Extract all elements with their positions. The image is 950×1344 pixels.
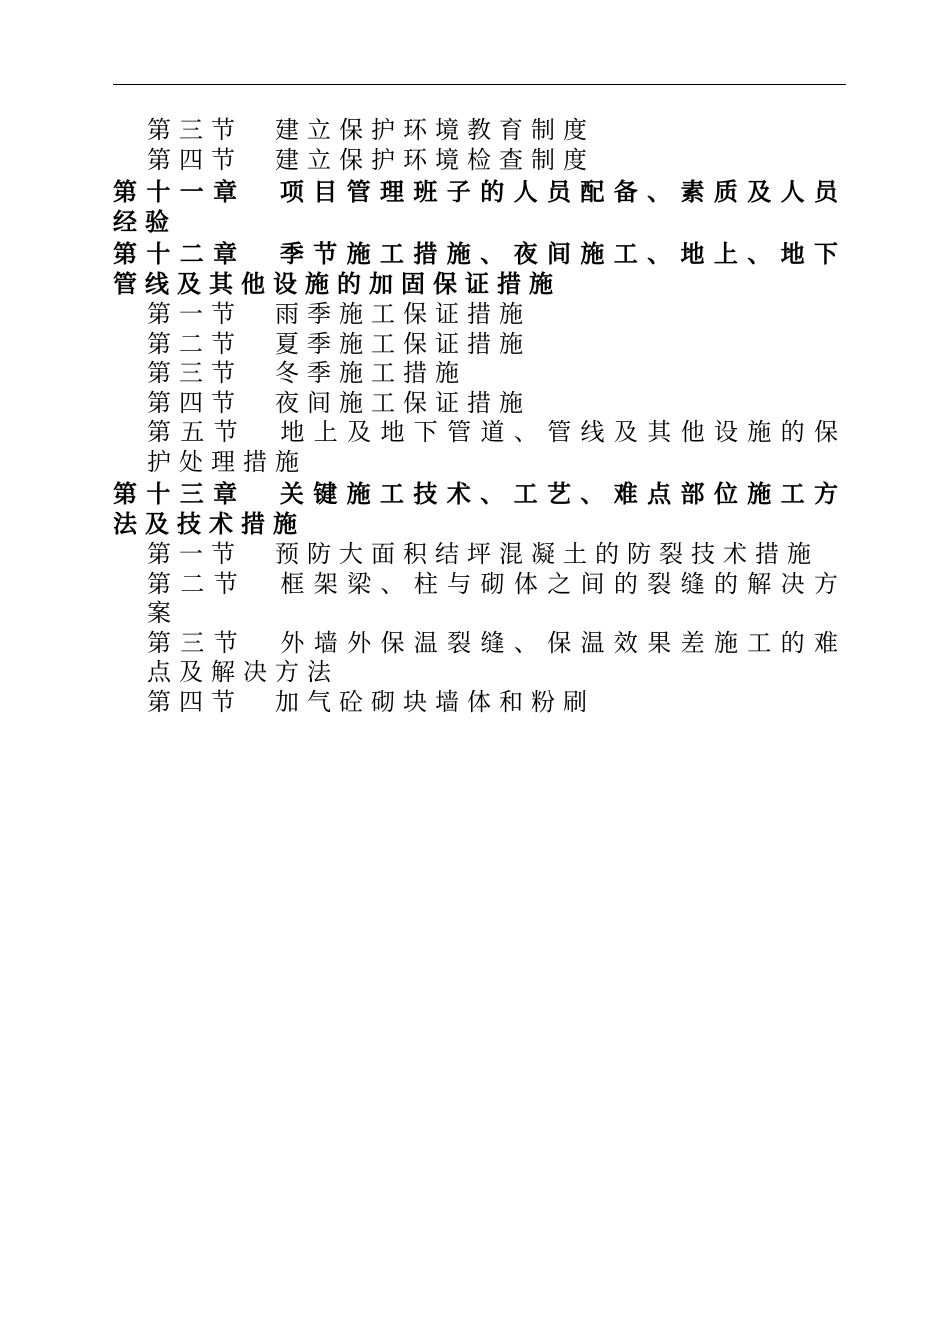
toc-section-line: 第五节 地上及地下管道、管线及其他设施的保护处理措施 xyxy=(147,418,846,476)
toc-section-line: 第三节 建立保护环境教育制度 xyxy=(147,116,595,144)
toc-section-line: 第四节 加气砼砌块墙体和粉刷 xyxy=(147,687,595,716)
toc-section-line: 第一节 雨季施工保证措施 xyxy=(147,300,531,328)
header-rule xyxy=(113,84,846,85)
toc-section-line: 第三节 外墙外保温裂缝、保温效果差施工的难点及解决方法 xyxy=(147,628,846,686)
toc-section-line: 第四节 建立保护环境检查制度 xyxy=(147,145,595,174)
toc-section-line: 第一节 预防大面积结坪混凝土的防裂技术措施 xyxy=(147,540,819,568)
table-of-contents xyxy=(113,116,846,717)
toc-chapter-heading: 第十三章 关键施工技术、工艺、难点部位施工方法及技术措施 xyxy=(113,480,846,538)
toc-chapter-heading: 第十一章 项目管理班子的人员配备、素质及人员经验 xyxy=(113,178,846,236)
toc-section-line: 第二节 夏季施工保证措施 xyxy=(147,329,531,358)
toc-section-line: 第四节 夜间施工保证措施 xyxy=(147,388,531,417)
toc-section-line: 第二节 框架梁、柱与砌体之间的裂缝的解决方案 xyxy=(147,569,846,627)
toc-chapter-heading: 第十二章 季节施工措施、夜间施工、地上、地下管线及其他设施的加固保证措施 xyxy=(113,240,846,298)
toc-section-line: 第三节 冬季施工措施 xyxy=(147,359,467,387)
